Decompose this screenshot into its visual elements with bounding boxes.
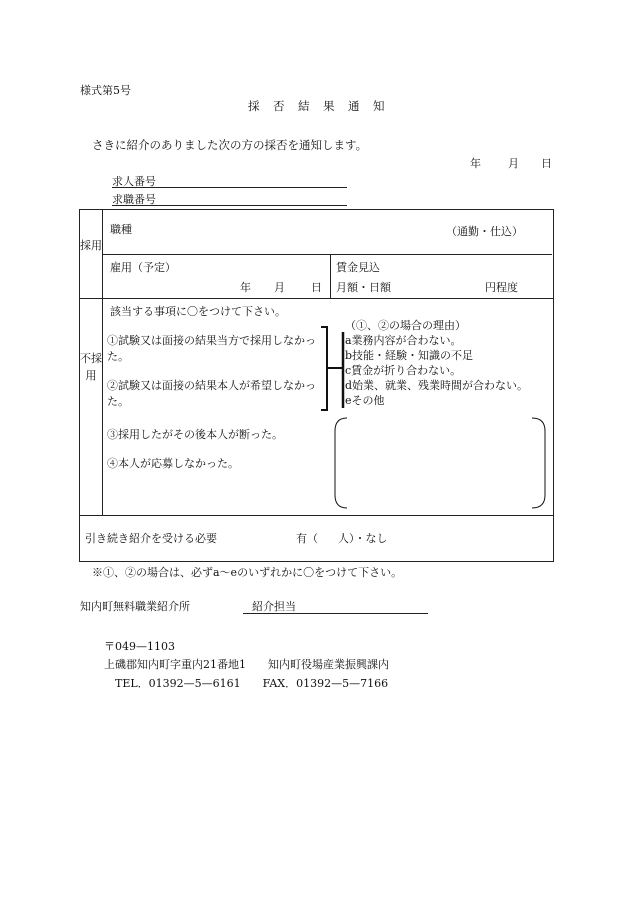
job-seeker-number-field[interactable]: [112, 205, 347, 206]
employment-year: 年: [240, 281, 251, 294]
contact-label: 紹介担当: [252, 600, 296, 613]
employment-month: 月: [274, 281, 285, 294]
document-title: 採 否 結 果 通 知: [248, 99, 386, 113]
form-number: 様式第5号: [80, 84, 131, 97]
table-row-divider-1: [102, 254, 552, 255]
adopted-label: 採用: [80, 239, 102, 252]
commute-label: （通勤・仕込）: [446, 225, 523, 238]
employment-wage-divider: [330, 254, 331, 298]
date-day: 日: [541, 157, 552, 170]
employment-label: 雇用（予定）: [110, 261, 176, 274]
phone-fax: TEL．01392—5—6161 FAX．01392—5—7166: [115, 677, 389, 690]
rejected-instruction: 該当する事項に〇をつけて下さい。: [110, 305, 286, 318]
wage-label: 賃金見込: [336, 261, 380, 274]
job-seeker-number-label: 求職番号: [112, 193, 156, 206]
reason-e[interactable]: eその他: [345, 394, 385, 407]
continue-yes[interactable]: 有（: [296, 532, 318, 545]
job-offer-number-label: 求人番号: [112, 175, 156, 188]
reason-a[interactable]: a業務内容が合わない。: [345, 334, 462, 347]
date-month: 月: [508, 157, 519, 170]
postal-code: 〒049—1103: [104, 640, 175, 653]
intro-text: さきに紹介のありました次の方の採否を通知します。: [92, 138, 368, 152]
contact-field[interactable]: [243, 613, 428, 614]
wage-unit: 月額・日額: [336, 281, 391, 294]
reason-b[interactable]: b技能・経験・知識の不足: [345, 349, 474, 362]
reason-brace: [319, 326, 345, 412]
rejected-item-3[interactable]: ③採用したがその後本人が断った。: [107, 428, 283, 441]
job-offer-number-field[interactable]: [112, 187, 347, 188]
employment-day: 日: [311, 281, 322, 294]
rejected-label: 不採用: [80, 352, 102, 383]
continue-referral-label: 引き続き紹介を受ける必要: [85, 532, 217, 545]
continue-persons[interactable]: 人）・なし: [338, 532, 388, 545]
occupation-label: 職種: [110, 223, 132, 236]
rejected-item-1[interactable]: ①試験又は面接の結果当方で採用しなかった。: [107, 334, 316, 363]
address: 上磯郡知内町字重内21番地1 知内町役場産業振興課内: [104, 658, 389, 671]
rejected-item-4[interactable]: ④本人が応募しなかった。: [107, 457, 239, 470]
reason-c[interactable]: c賃金が折り合わない。: [345, 364, 462, 377]
reasons-title: （①、②の場合の理由）: [345, 319, 466, 332]
office-name: 知内町無料職業紹介所: [80, 600, 190, 613]
table-row-divider-2: [79, 298, 553, 299]
footnote: ※①、②の場合は、必ずa～eのいずれかに〇をつけて下さい。: [92, 566, 403, 579]
reason-d[interactable]: d始業、就業、残業時間が合わない。: [345, 379, 529, 392]
date-year: 年: [470, 157, 481, 170]
other-reason-box[interactable]: [333, 417, 548, 510]
table-row-divider-3: [79, 515, 553, 516]
rejected-item-2[interactable]: ②試験又は面接の結果本人が希望しなかった。: [107, 379, 316, 408]
wage-suffix: 円程度: [485, 281, 518, 294]
